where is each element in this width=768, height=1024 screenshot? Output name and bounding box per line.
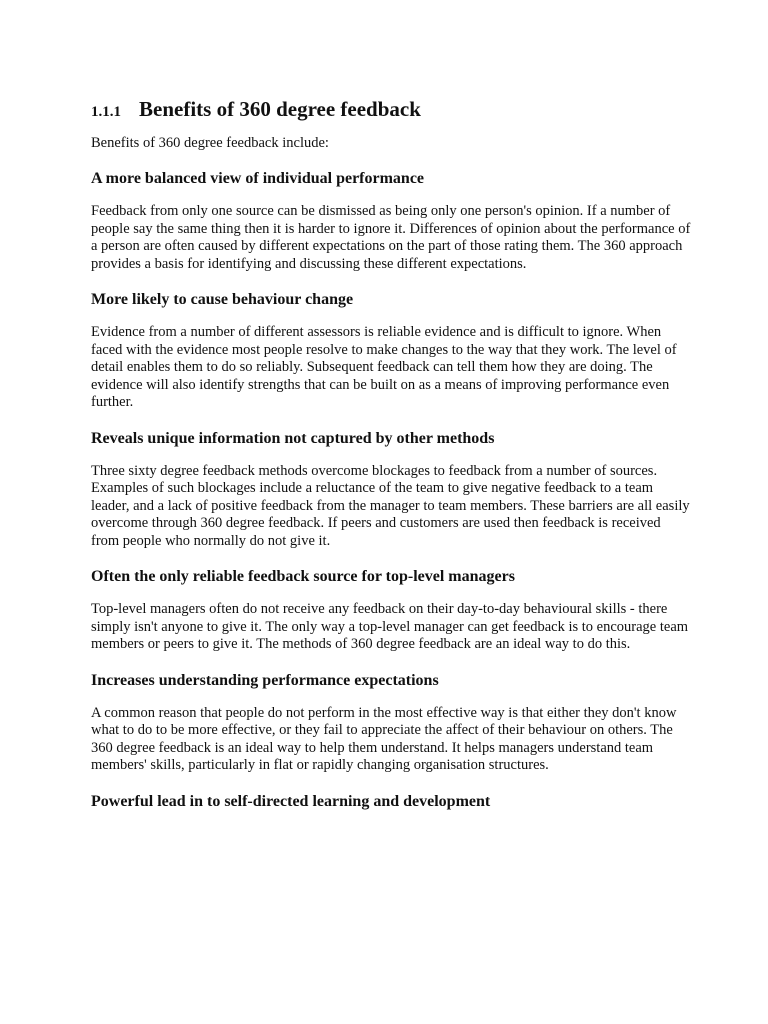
section-performance-expectations [91,671,691,775]
document-page [91,90,691,812]
section-heading: More likely to cause behaviour change [91,291,354,308]
section-paragraph: Evidence from a number of different assessors is reliable evidence and is difficult to ignore. When faced with the evidence most people resolve to make changes to the way that they work. The level of detail enables them to do so reliably. Subsequent feedback can tell them how they are doing. The evidence will also identify strengths that can be built on as a means of improving performance even further. [91,324,677,410]
section-heading: Often the only reliable feedback source for top-level managers [91,568,515,585]
section-self-directed-learning [91,792,691,812]
section-paragraph: Three sixty degree feedback methods overcome blockages to feedback from a number of sources. Examples of such blockages include a reluctance of the team to give negative feedback to a team leader, and a lack of positive feedback from the manager to team members. These barriers are all easily overcome through 360 degree feedback. If peers and customers are used then feedback is received from people who normally do not give it. [91,462,690,549]
section-top-level-managers [91,567,691,654]
section-paragraph: Top-level managers often do not receive any feedback on their day-to-day behavioural skills - there simply isn't anyone to give it. The only way a top-level manager can get feedback is to encourage team members or peers to give it. The methods of 360 degree feedback are an ideal way to do this. [91,601,689,652]
section-heading: A more balanced view of individual performance [91,170,425,187]
section-heading: Increases understanding performance expectations [91,671,439,689]
section-unique-information [91,429,691,551]
page-title [91,90,691,120]
section-behaviour-change [91,290,691,412]
section-paragraph: Feedback from only one source can be dismissed as being only one person's opinion. If a number of people say the same thing then it is harder to ignore it. Differences of opinion about the performance of a person are often caused by different expectations on the part of those rating them. The 360 approach provides a basis for identifying and discussing these different expectations. [91,203,691,272]
intro-paragraph: Benefits of 360 degree feedback include: [91,135,329,151]
section-paragraph: A common reason that people do not perform in the most effective way is that either they don't know what to do to be more effective, or they fail to appreciate the affect of their behaviour on others. The 360 degree feedback is an ideal way to help them understand. It helps managers understand team members' skills, particularly in flat or rapidly changing organisation structures. [91,704,677,773]
section-heading: Powerful lead in to self-directed learning and development [91,792,491,810]
section-number: 1.1.1 [91,104,121,120]
section-balanced-view [91,169,691,273]
title-text: Benefits of 360 degree feedback [139,97,421,121]
section-heading: Reveals unique information not captured by other methods [91,429,495,447]
